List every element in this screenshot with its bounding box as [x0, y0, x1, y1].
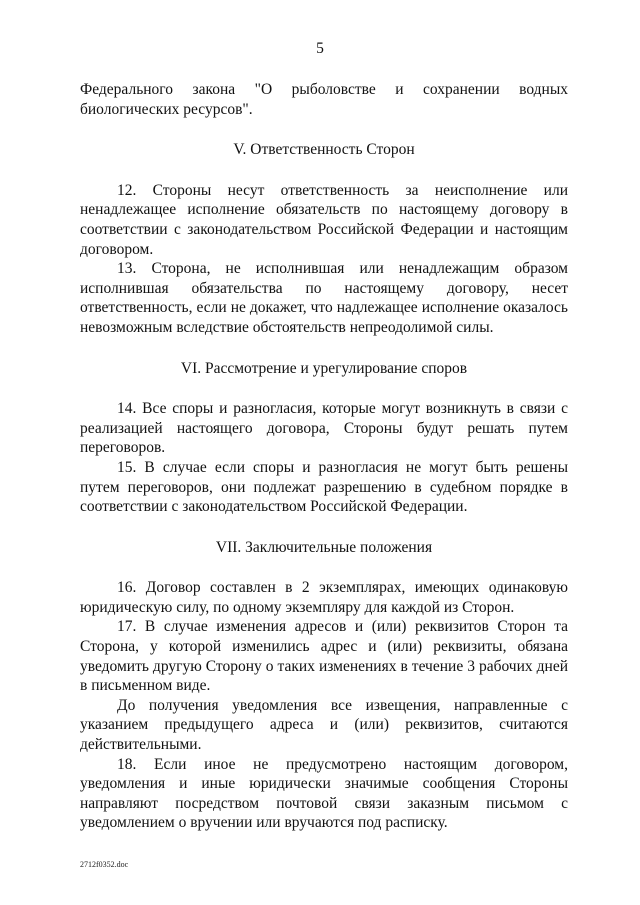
section-heading-vii: VII. Заключительные положения — [215, 538, 433, 556]
section-heading-vi: VI. Рассмотрение и урегулирование споров — [180, 359, 468, 377]
clause-18: 18. Если иное не предусмотрено настоящим договором, уведомления и иные юридически значимые сообщения Стороны направляют посредством почтовой связи заказным письмом с уведомлением о вручении или вручаются под расписку. — [80, 755, 568, 832]
clause-13: 13. Сторона, не исполнившая или ненадлежащим образом исполнившая обязательства по настоящему договору, несет ответственность, если не докажет, что надлежащее исполнение оказалось невозможным вследствие обстоятельств непреодолимой силы. — [80, 260, 568, 336]
continued-paragraph: Федерального закона "О рыболовстве и сохранении водных биологических ресурсов". — [80, 81, 568, 118]
file-reference: 2712f0352.doc — [80, 860, 129, 869]
clause-15: 15. В случае если споры и разногласия не могут быть решены путем переговоров, они подлежат разрешению в судебном порядке в соответствии с законодательством Российской Федерации. — [80, 458, 568, 516]
section-heading-v: V. Ответственность Сторон — [233, 141, 415, 159]
document-body — [80, 80, 568, 833]
clause-16: 16. Договор составлен в 2 экземплярах, имеющих одинаковую юридическую силу, по одному экземпляру для каждой из Сторон. — [80, 579, 568, 616]
clause-14: 14. Все споры и разногласия, которые могут возникнуть в связи с реализацией настоящего договора, Стороны будут решать путем переговоров. — [80, 400, 568, 457]
clause-12: 12. Стороны несут ответственность за неисполнение или ненадлежащее исполнение обязательств по настоящему договору в соответствии с законодательством Российской Федерации и настоящим договором. — [80, 181, 568, 258]
clause-17-continuation: До получения уведомления все извещения, направленные с указанием предыдущего адреса и (или) реквизитов, считаются действительными. — [80, 696, 568, 754]
page-number: 5 — [316, 40, 324, 57]
clause-17: 17. В случае изменения адресов и (или) реквизитов Сторон та Сторона, у которой изменились адрес и (или) реквизиты, обязана уведомить другую Сторону о таких изменениях в течение 3 рабочих дней в письменном виде. — [80, 618, 568, 695]
